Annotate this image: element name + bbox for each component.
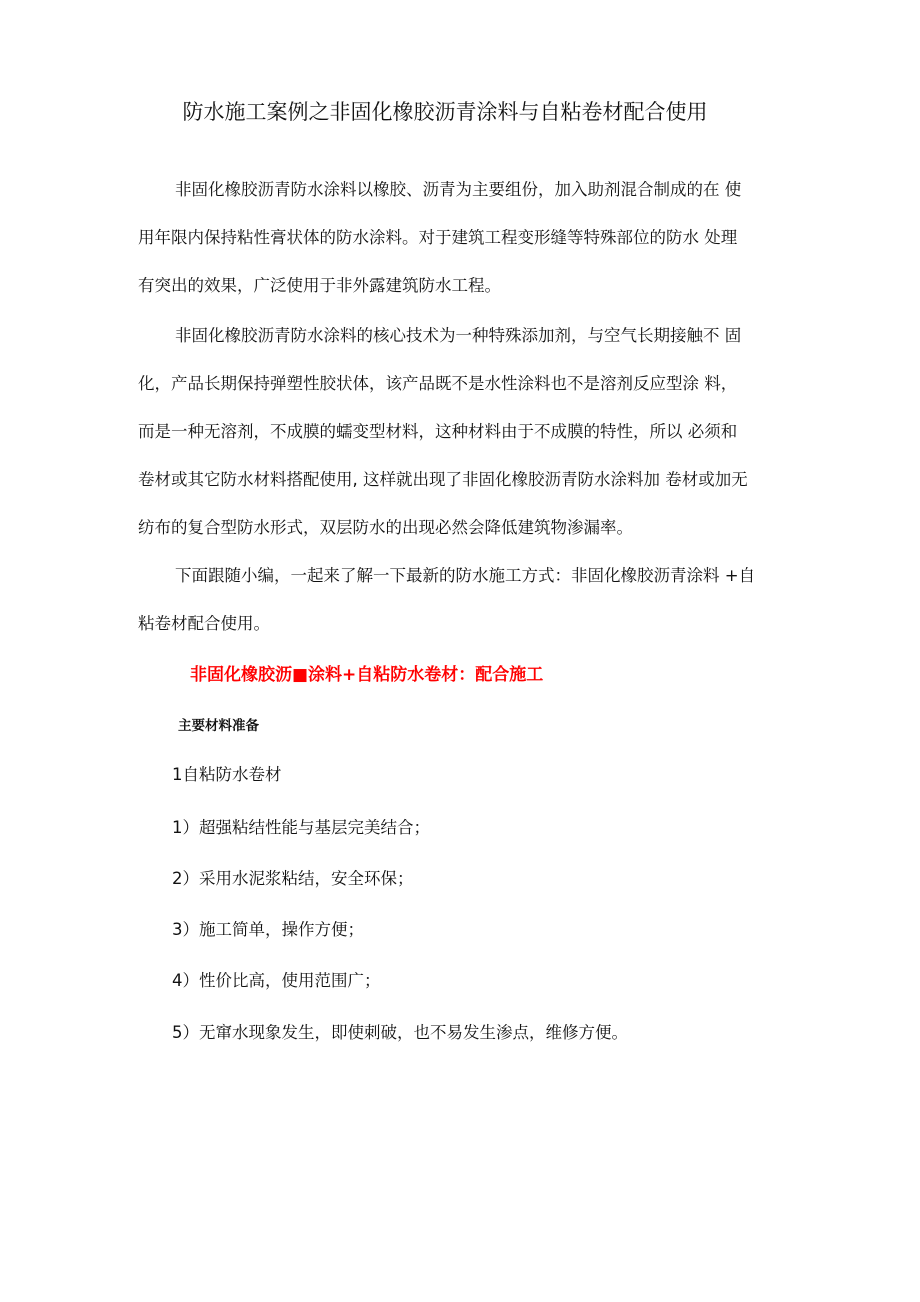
list-item: 1）超强粘结性能与基层完美结合； — [172, 818, 430, 837]
paragraph-line: 下面跟随小编，一起来了解一下最新的防水施工方式：非固化橡胶沥青涂料 +自 — [175, 566, 756, 585]
paragraph-line: 非固化橡胶沥青防水涂料的核心技术为一种特殊添加剂，与空气长期接触不 固 — [175, 326, 742, 345]
document-title: 防水施工案例之非固化橡胶沥青涂料与自粘卷材配合使用 — [182, 100, 708, 124]
paragraph-line: 而是一种无溶剂，不成膜的蠕变型材料，这种材料由于不成膜的特性，所以 必须和 — [138, 422, 738, 441]
list-item: 3）施工简单，操作方便； — [172, 920, 364, 939]
paragraph-line: 用年限内保持粘性膏状体的防水涂料。对于建筑工程变形缝等特殊部位的防水 处理 — [138, 228, 738, 247]
paragraph-line: 纺布的复合型防水形式，双层防水的出现必然会降低建筑物渗漏率。 — [138, 518, 633, 537]
paragraph-line: 非固化橡胶沥青防水涂料以橡胶、沥青为主要组份，加入助剂混合制成的在 使 — [175, 180, 742, 199]
paragraph-line: 化，产品长期保持弹塑性胶状体，该产品既不是水性涂料也不是溶剂反应型涂 料， — [138, 374, 738, 393]
paragraph-line: 有突出的效果，广泛使用于非外露建筑防水工程。 — [138, 276, 501, 295]
subheading: 主要材料准备 — [178, 718, 259, 734]
paragraph-line: 粘卷材配合使用。 — [138, 614, 270, 633]
list-item: 2）采用水泥浆粘结，安全环保； — [172, 869, 414, 888]
list-item: 4）性价比高，使用范围广； — [172, 971, 381, 990]
paragraph-line: 卷材或其它防水材料搭配使用, 这样就出现了非固化橡胶沥青防水涂料加 卷材或加无 — [138, 470, 748, 489]
list-item: 5）无窜水现象发生，即使刺破，也不易发生渗点，维修方便。 — [172, 1023, 628, 1042]
list-title: 1自粘防水卷材 — [172, 765, 282, 784]
section-heading: 非固化橡胶沥■涂料+自粘防水卷材：配合施工 — [190, 665, 544, 685]
